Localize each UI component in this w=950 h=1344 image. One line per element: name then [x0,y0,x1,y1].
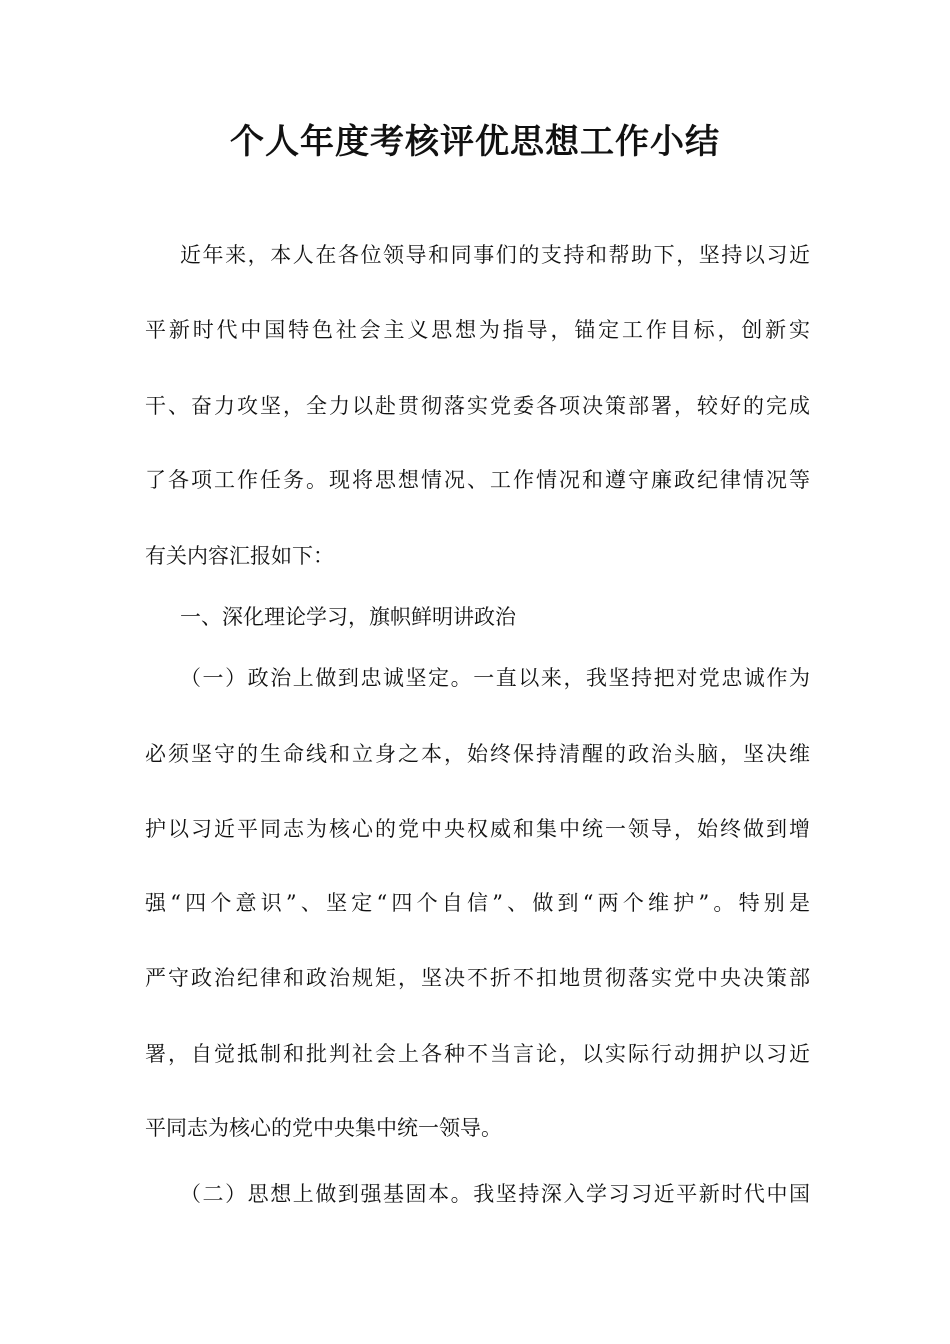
paragraph-line: 有关内容汇报如下： [145,544,334,568]
paragraph-line: 平同志为核心的党中央集中统一领导。 [145,1116,502,1140]
paragraph-line: 严守政治纪律和政治规矩，坚决不折不扣地贯彻落实党中央决策部 [145,966,810,990]
document-title: 个人年度考核评优思想工作小结 [230,122,720,162]
paragraph-line: 近年来，本人在各位领导和同事们的支持和帮助下，坚持以习近 [180,243,810,267]
paragraph-line: 平新时代中国特色社会主义思想为指导，锚定工作目标，创新实 [145,318,810,342]
paragraph-line: 强“四个意识”、坚定“四个自信”、做到“两个维护”。特别是 [145,891,810,915]
paragraph-line: （二）思想上做到强基固本。我坚持深入学习习近平新时代中国 [180,1182,810,1206]
paragraph-line: （一）政治上做到忠诚坚定。一直以来，我坚持把对党忠诚作为 [180,666,810,690]
section-heading: 一、深化理论学习，旗帜鲜明讲政治 [180,605,516,629]
paragraph-line: 了各项工作任务。现将思想情况、工作情况和遵守廉政纪律情况等 [145,468,810,492]
paragraph-line: 署，自觉抵制和批判社会上各种不当言论，以实际行动拥护以习近 [145,1042,810,1066]
paragraph-line: 干、奋力攻坚，全力以赴贯彻落实党委各项决策部署，较好的完成 [145,394,810,418]
paragraph-line: 护以习近平同志为核心的党中央权威和集中统一领导，始终做到增 [145,817,810,841]
paragraph-line: 必须坚守的生命线和立身之本，始终保持清醒的政治头脑，坚决维 [145,742,810,766]
